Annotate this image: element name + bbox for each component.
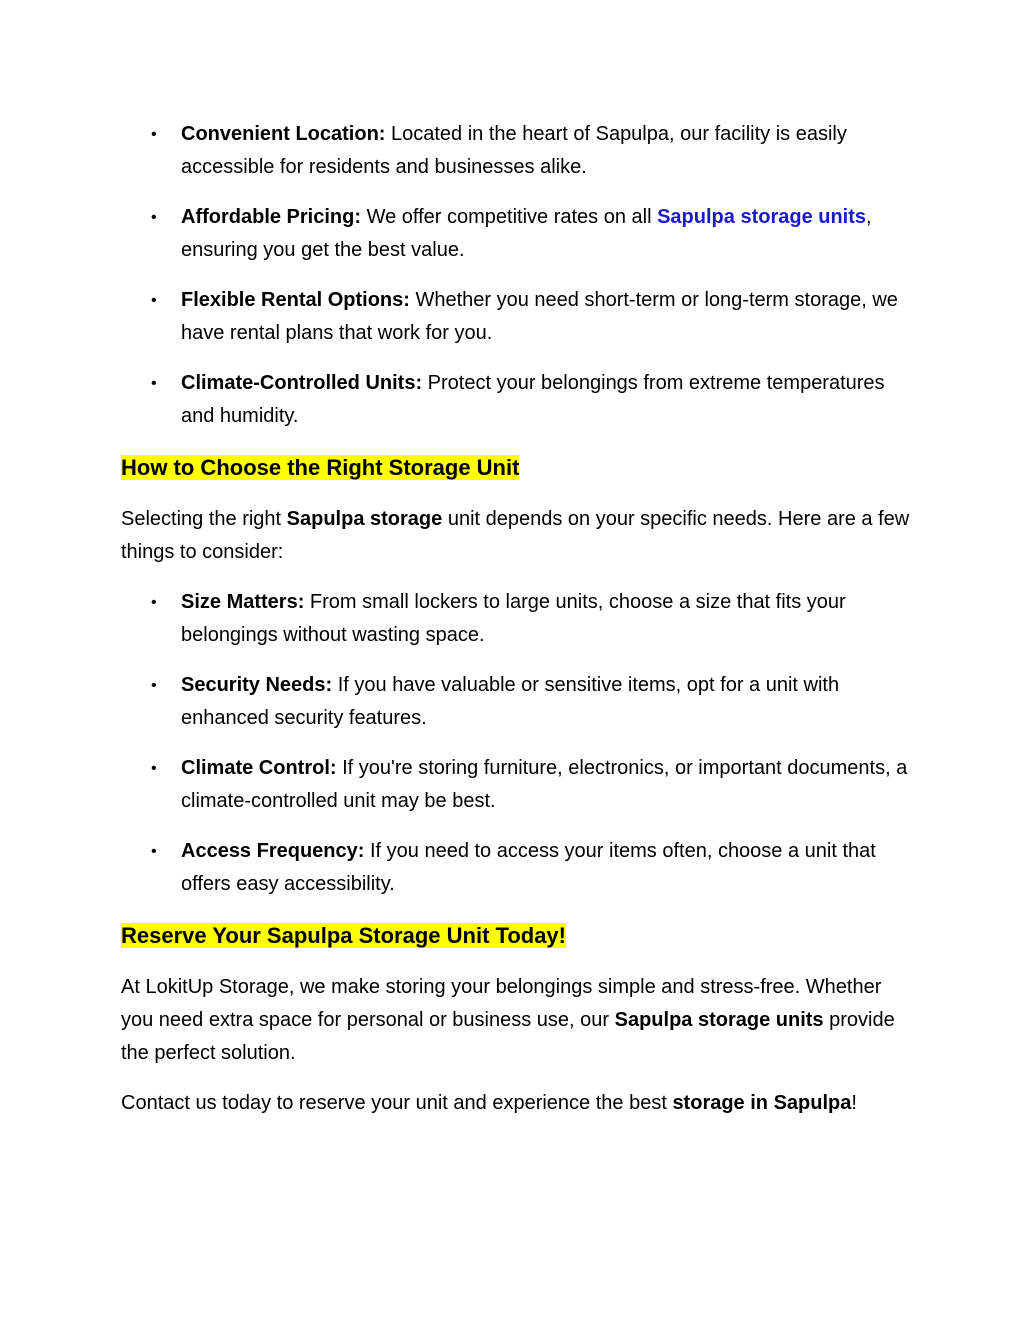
item-label: Flexible Rental Options: (181, 289, 410, 311)
closing-paragraph (121, 1087, 911, 1120)
item-text: We offer competitive rates on all (361, 206, 658, 228)
item-text: From small lockers to large units, choose a size that fits your belongings without wasting space. (181, 591, 846, 646)
item-label: Convenient Location: (181, 123, 386, 145)
bullet-icon: • (151, 594, 157, 611)
item-text: Whether you need short-term or long-term storage, we have rental plans that work for you. (181, 289, 898, 344)
item-text: , ensuring you get the best value. (181, 206, 872, 261)
list-item (121, 367, 911, 433)
item-label: Affordable Pricing: (181, 206, 362, 228)
text: At LokitUp Storage, we make storing your belongings simple and stress-free. Whether you need extra space for personal or business use, our (121, 976, 882, 1031)
list-item (121, 669, 911, 735)
bullet-icon: • (151, 209, 157, 226)
list-item (121, 118, 911, 184)
item-label: Security Needs: (181, 674, 333, 696)
item-label: Size Matters: (181, 591, 305, 613)
text: ! (851, 1092, 857, 1114)
bold-text: Sapulpa storage (286, 508, 443, 530)
bullet-icon: • (151, 760, 157, 777)
bold-text: storage in Sapulpa (672, 1092, 852, 1114)
section-heading (121, 921, 911, 951)
bullet-icon: • (151, 677, 157, 694)
bullet-icon: • (151, 843, 157, 860)
text: unit depends on your specific needs. Here are a few things to consider: (121, 508, 910, 563)
considerations-list (121, 586, 911, 901)
heading-highlight: Reserve Your Sapulpa Storage Unit Today! (121, 923, 566, 948)
document-page (121, 118, 911, 1137)
item-text: If you need to access your items often, choose a unit that offers easy accessibility. (181, 840, 876, 895)
intro-paragraph (121, 503, 911, 569)
list-item (121, 284, 911, 350)
item-text: If you have valuable or sensitive items, opt for a unit with enhanced security features. (181, 674, 840, 729)
bullet-icon: • (151, 292, 157, 309)
list-item (121, 752, 911, 818)
heading-highlight: How to Choose the Right Storage Unit (121, 455, 520, 480)
list-item (121, 201, 911, 267)
storage-units-link[interactable]: Sapulpa storage units (657, 206, 867, 228)
text: provide the perfect solution. (121, 1009, 895, 1064)
item-text: Located in the heart of Sapulpa, our facility is easily accessible for residents and businesses alike. (181, 123, 847, 178)
item-label: Climate Control: (181, 757, 337, 779)
item-label: Access Frequency: (181, 840, 365, 862)
item-label: Climate-Controlled Units: (181, 372, 423, 394)
bold-text: Sapulpa storage units (614, 1009, 824, 1031)
text: Contact us today to reserve your unit and experience the best (121, 1092, 673, 1114)
bullet-icon: • (151, 126, 157, 143)
section-heading (121, 453, 911, 483)
body-paragraph (121, 971, 911, 1070)
features-list (121, 118, 911, 433)
bullet-icon: • (151, 375, 157, 392)
list-item (121, 586, 911, 652)
text: Selecting the right (121, 508, 287, 530)
list-item (121, 835, 911, 901)
item-text: If you're storing furniture, electronics, or important documents, a climate-controlled unit may be best. (181, 757, 908, 812)
item-text: Protect your belongings from extreme temperatures and humidity. (181, 372, 885, 427)
